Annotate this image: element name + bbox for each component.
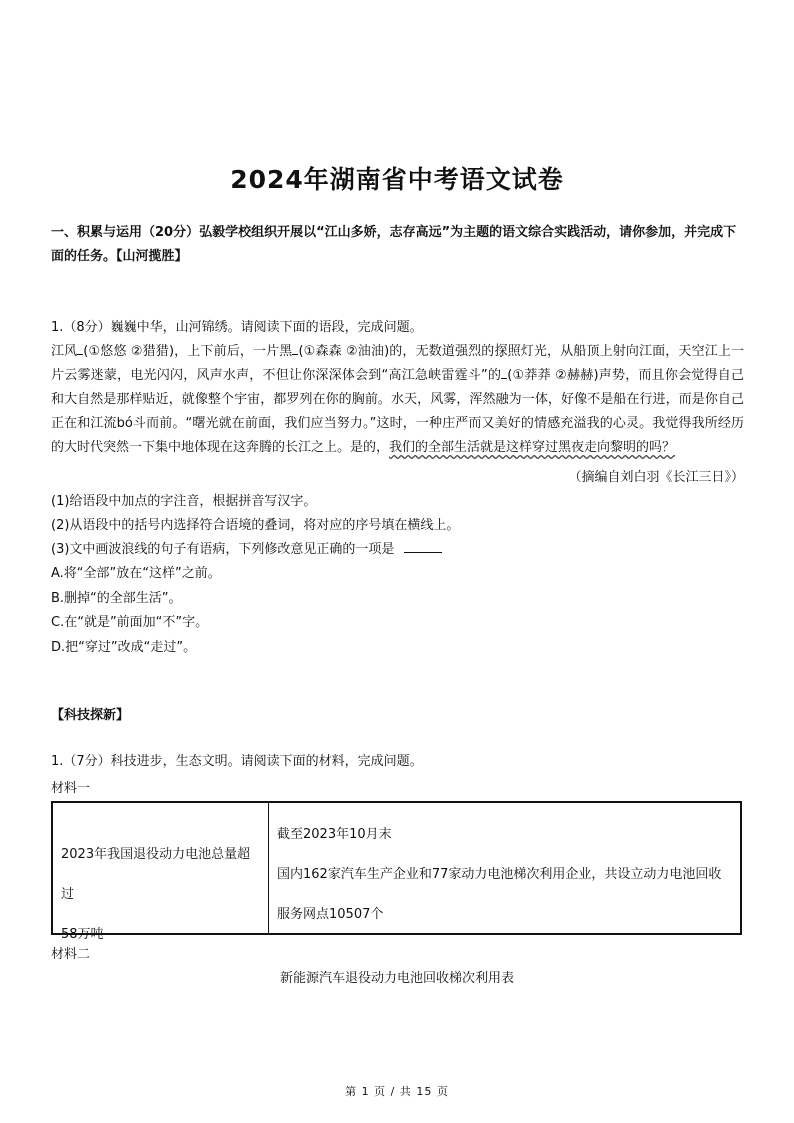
question-2-intro: 1.（7分）科技进步，生态文明。请阅读下面的材料，完成问题。 bbox=[51, 754, 423, 769]
option-a[interactable]: A.将“全部”放在“这样”之前。 bbox=[51, 566, 221, 581]
right-line-1: 截至2023年10月末 bbox=[277, 827, 392, 842]
right-line-2: 国内162家汽车生产企业和77家动力电池梯次利用企业，共设立动力电池回收 bbox=[277, 867, 722, 882]
option-d[interactable]: D.把“穿过”改成“走过”。 bbox=[51, 639, 197, 655]
passage-source: （摘编自刘白羽《长江三日》） bbox=[568, 470, 744, 485]
table-cell-right bbox=[269, 803, 740, 933]
page-footer: 第 1 页 / 共 15 页 bbox=[345, 1085, 449, 1098]
material-1-label: 材料一 bbox=[51, 781, 91, 796]
table-cell-left bbox=[53, 803, 269, 942]
passage-text-b: (①悠悠 ②猎猎)，上下前后，一片黑 bbox=[83, 344, 293, 359]
sub-question-3 bbox=[51, 538, 744, 562]
section-tag-tech: 【科技探新】 bbox=[51, 708, 130, 723]
right-line-3: 服务网点10507个 bbox=[277, 907, 384, 922]
passage-text-c: (①森森 ②油油)的，无数道强烈的 bbox=[298, 344, 495, 359]
material-2-title: 新能源汽车退役动力电池回收梯次利用表 bbox=[279, 971, 514, 986]
passage-text-a: 江风 bbox=[51, 344, 78, 359]
sub-question-2: (2)从语段中的括号内选择符合语境的叠词，将对应的序号填在横线上。 bbox=[51, 518, 460, 533]
passage-text-e: (①莽莽 ②赫赫)声势，而且你会觉得自己和大自然是那样贴近，就像整个宇宙，都罗列在你的胸前。水天，风雾，浑然融为一体，好像不是船在行进，而是你自己正在和江流bó斗而前。“曙光就在前面，我们应当努力。”这时，一种庄严而又美好的情感充溢我的心灵。我觉得我所经历的大时代突然一下集中地体现在这奔腾的长江之上。是的， bbox=[51, 368, 744, 455]
wavy-underlined-sentence: 我们的全部生活就是这样穿过黑夜走向黎明的吗？ bbox=[389, 440, 676, 455]
material-1-table bbox=[51, 801, 742, 942]
page-title: 2024年湖南省中考语文试卷 bbox=[230, 165, 564, 194]
section-heading: 一、积累与运用（20分）弘毅学校组织开展以“江山多娇，志存高远”为主题的语文综合实践活动，请你参加，并完成下面的任务。【山河揽胜】 bbox=[51, 225, 737, 264]
answer-blank[interactable] bbox=[404, 538, 442, 553]
left-line-1: 2023年我国退役动力电池总量超过 bbox=[61, 847, 251, 902]
question-1 bbox=[51, 316, 744, 660]
passage-text-d: 照灯光，从船顶上射向江面，天空江上一片云雾迷蒙，电光闪闪，风声水声，不但让你深深体会到“高江急峡雷霆斗”的 bbox=[51, 344, 744, 383]
sub-question-1: (1)给语段中加点的字注音，根据拼音写汉字。 bbox=[51, 494, 317, 509]
option-b[interactable]: B.删掉“的全部生活”。 bbox=[51, 590, 182, 606]
material-2-label: 材料二 bbox=[51, 947, 91, 962]
sub-question-3-text: (3)文中画波浪线的句子有语病，下列修改意见正确的一项是 bbox=[51, 542, 395, 557]
question-1-intro: 1.（8分）巍巍中华，山河锦绣。请阅读下面的语段，完成问题。 bbox=[51, 320, 423, 335]
passage bbox=[51, 340, 744, 460]
dotted-char: 探 bbox=[494, 344, 508, 359]
left-line-2: 58万吨 bbox=[61, 927, 104, 942]
option-c[interactable]: C.在“就是”前面加“不”字。 bbox=[51, 615, 209, 630]
